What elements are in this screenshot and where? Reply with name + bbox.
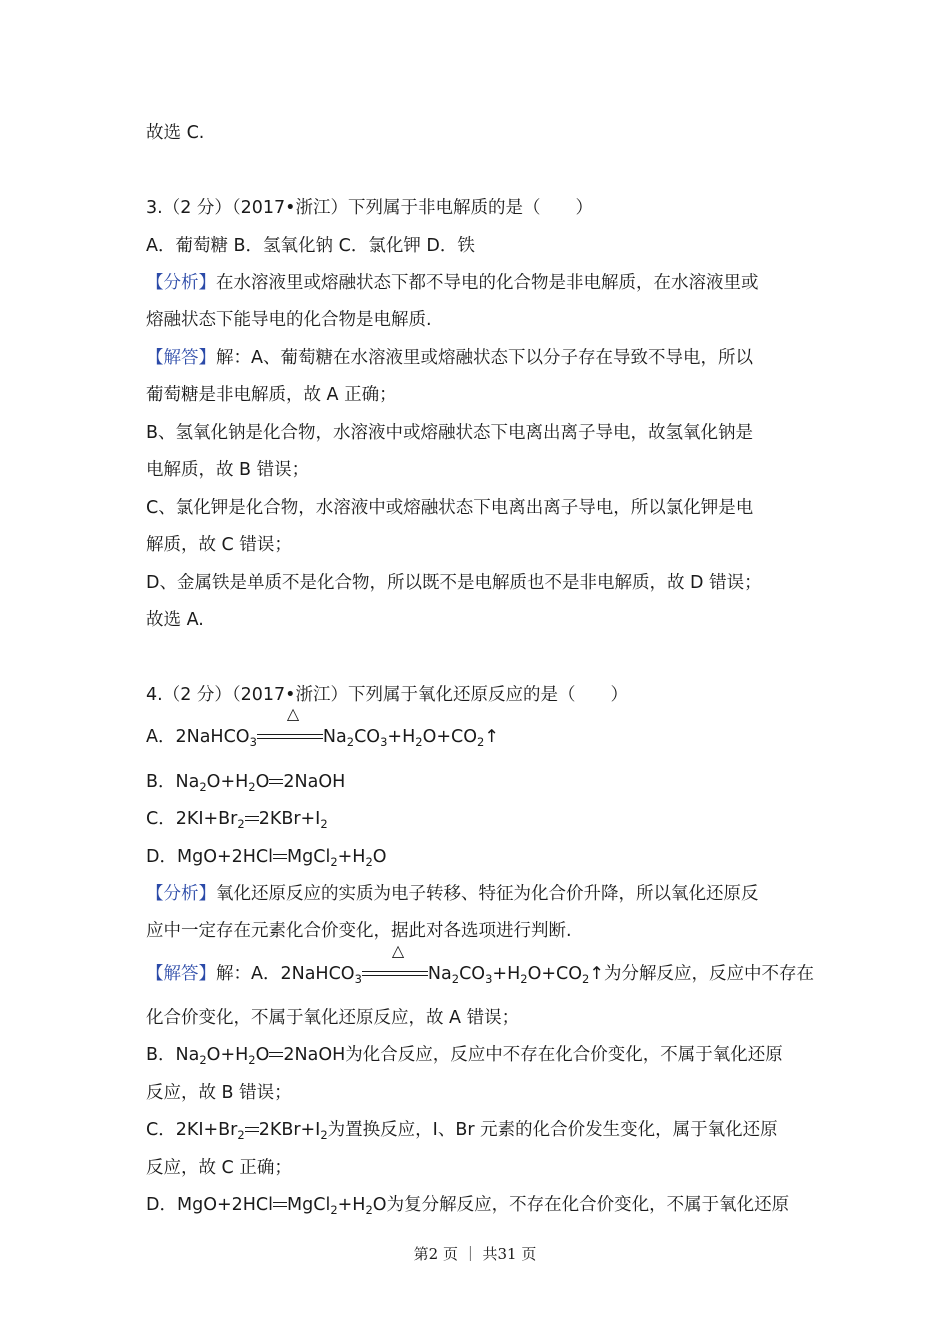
formula-text: 2NaHCO xyxy=(175,727,250,747)
equals-sign xyxy=(245,1117,259,1143)
answer-tag: 【解答】 xyxy=(146,964,216,984)
subscript: 2 xyxy=(237,1128,245,1142)
q3-answer-text: 解：A、葡萄糖在水溶液里或熔融状态下以分子存在导致不导电，所以 xyxy=(216,348,753,368)
subscript: 2 xyxy=(248,780,256,794)
q4-answer-line-d xyxy=(146,1192,789,1219)
formula-text: Na xyxy=(427,964,452,984)
formula-text: Na xyxy=(175,772,200,792)
q3-answer-line-8: 故选 A. xyxy=(146,610,204,630)
analysis-tag: 【分析】 xyxy=(146,273,216,293)
q3-answer-line-7: D、金属铁是单质不是化合物，所以既不是电解质也不是非电解质，故 D 错误； xyxy=(146,573,762,593)
subscript: 2 xyxy=(199,780,207,794)
formula-text: +CO xyxy=(436,727,478,747)
subscript: 2 xyxy=(365,855,373,869)
q3-answer-line-5: C、氯化钾是化合物，水溶液中或熔融状态下电离出离子导电，所以氯化钾是电 xyxy=(146,498,754,518)
heat-triangle-icon: △ xyxy=(286,704,300,723)
subscript: 2 xyxy=(330,855,338,869)
q3-answer-line-2: 葡萄糖是非电解质，故 A 正确； xyxy=(146,385,397,405)
analysis-tag: 【分析】 xyxy=(146,884,216,904)
subscript: 2 xyxy=(320,817,328,831)
q4-option-d xyxy=(146,844,387,871)
formula-text: O xyxy=(422,727,437,747)
formula-text: O+H xyxy=(206,772,249,792)
prev-answer-end: 故选 C. xyxy=(146,123,205,143)
equals-sign xyxy=(273,1192,287,1218)
answer-text: 为置换反应，I、Br 元素的化合价发生变化，属于氧化还原 xyxy=(327,1120,778,1140)
formula-text: O xyxy=(255,772,270,792)
q4-option-b xyxy=(146,769,345,796)
equals-sign xyxy=(269,1042,283,1068)
subscript: 2 xyxy=(520,972,528,986)
formula-text: Na xyxy=(322,727,347,747)
formula-text: 2KI+Br xyxy=(175,809,238,829)
q4-answer-line-a xyxy=(146,941,815,988)
formula-text: 2NaOH xyxy=(283,1045,346,1065)
formula-text: MgCl xyxy=(287,1195,331,1215)
option-label-b: B． xyxy=(146,772,176,792)
formula-text: CO xyxy=(459,964,486,984)
q4-answer-line-c xyxy=(146,1117,778,1144)
q3-options: A．葡萄糖 B．氢氧化钠 C．氯化钾 D．铁 xyxy=(146,236,475,256)
gas-up-arrow-icon: ↑ xyxy=(589,964,605,984)
formula-text: +CO xyxy=(541,964,583,984)
answer-tag: 【解答】 xyxy=(146,348,216,368)
subscript: 2 xyxy=(477,735,485,749)
q4-answer-line-b2: 反应，故 B 错误； xyxy=(146,1083,292,1103)
subscript: 2 xyxy=(365,1203,373,1217)
q4-option-c xyxy=(146,806,328,833)
formula-text: MgCl xyxy=(287,847,331,867)
q3-analysis-text: 在水溶液里或熔融状态下都不导电的化合物是非电解质，在水溶液里或 xyxy=(216,273,759,293)
formula-text: 2NaHCO xyxy=(280,964,355,984)
formula-text: 2KBr+I xyxy=(258,809,321,829)
formula-text: +H xyxy=(492,964,521,984)
q4-analysis-line-2: 应中一定存在元素化合价变化，据此对各选项进行判断. xyxy=(146,921,572,941)
q4-answer-line-a2: 化合价变化，不属于氧化还原反应，故 A 错误； xyxy=(146,1008,520,1028)
answer-text: 为分解反应，反应中不存在 xyxy=(604,964,815,984)
formula-text: O xyxy=(372,847,387,867)
q4-answer-line-b xyxy=(146,1042,783,1069)
subscript: 2 xyxy=(320,1128,328,1142)
q4-analysis-line-1 xyxy=(146,881,759,907)
option-label-d: D． xyxy=(146,847,177,867)
q3-analysis-line-1 xyxy=(146,270,759,296)
q3-answer-line-1 xyxy=(146,345,753,371)
heat-equation-sign xyxy=(362,941,428,987)
subscript: 2 xyxy=(582,972,590,986)
formula-text: +H xyxy=(337,1195,366,1215)
formula-text: O xyxy=(527,964,542,984)
formula-text: CO xyxy=(354,727,381,747)
formula-text: O xyxy=(372,1195,387,1215)
equals-sign xyxy=(273,844,287,870)
subscript: 3 xyxy=(354,972,362,986)
subscript: 2 xyxy=(346,735,355,749)
q3-stem: 3.（2 分）（2017•浙江）下列属于非电解质的是（ ） xyxy=(146,198,594,218)
answer-text: 解：A． xyxy=(216,964,281,984)
formula-text: 2NaOH xyxy=(283,772,346,792)
formula-text: 2KI+Br xyxy=(175,1120,238,1140)
subscript: 3 xyxy=(380,735,388,749)
subscript: 2 xyxy=(451,972,460,986)
page-footer: 第2 页 ｜ 共31 页 xyxy=(413,1245,537,1263)
formula-text: +H xyxy=(387,727,416,747)
option-label-a: A． xyxy=(146,727,176,747)
formula-text: +H xyxy=(337,847,366,867)
subscript: 2 xyxy=(248,1053,256,1067)
option-label-d: D． xyxy=(146,1195,177,1215)
q3-answer-line-3: B、氢氧化钠是化合物，水溶液中或熔融状态下电离出离子导电，故氢氧化钠是 xyxy=(146,423,754,443)
subscript: 3 xyxy=(485,972,493,986)
option-label-b: B． xyxy=(146,1045,176,1065)
formula-text: 2KBr+I xyxy=(258,1120,321,1140)
subscript: 2 xyxy=(199,1053,207,1067)
formula-text: MgO+2HCl xyxy=(176,847,274,867)
option-label-c: C． xyxy=(146,809,176,829)
q4-stem: 4.（2 分）（2017•浙江）下列属于氧化还原反应的是（ ） xyxy=(146,685,629,705)
q4-option-a xyxy=(146,704,500,751)
heat-equation-sign xyxy=(257,704,323,750)
answer-text: 为复分解反应，不存在化合价变化，不属于氧化还原 xyxy=(386,1195,790,1215)
equals-sign xyxy=(269,769,283,795)
answer-text: 为化合反应，反应中不存在化合价变化，不属于氧化还原 xyxy=(345,1045,783,1065)
formula-text: O+H xyxy=(206,1045,249,1065)
subscript: 3 xyxy=(249,735,257,749)
q3-analysis-line-2: 熔融状态下能导电的化合物是电解质. xyxy=(146,310,432,330)
subscript: 2 xyxy=(237,817,245,831)
q4-analysis-text: 氧化还原反应的实质为电子转移、特征为化合价升降，所以氧化还原反 xyxy=(216,884,759,904)
formula-text: MgO+2HCl xyxy=(176,1195,274,1215)
q3-answer-line-4: 电解质，故 B 错误； xyxy=(146,460,310,480)
formula-text: O xyxy=(255,1045,270,1065)
q4-answer-line-c2: 反应，故 C 正确； xyxy=(146,1158,292,1178)
q3-answer-line-6: 解质，故 C 错误； xyxy=(146,535,292,555)
heat-triangle-icon: △ xyxy=(391,941,405,960)
gas-up-arrow-icon: ↑ xyxy=(484,727,500,747)
formula-text: Na xyxy=(175,1045,200,1065)
subscript: 2 xyxy=(330,1203,338,1217)
subscript: 2 xyxy=(415,735,423,749)
equals-sign xyxy=(245,806,259,832)
option-label-c: C． xyxy=(146,1120,176,1140)
